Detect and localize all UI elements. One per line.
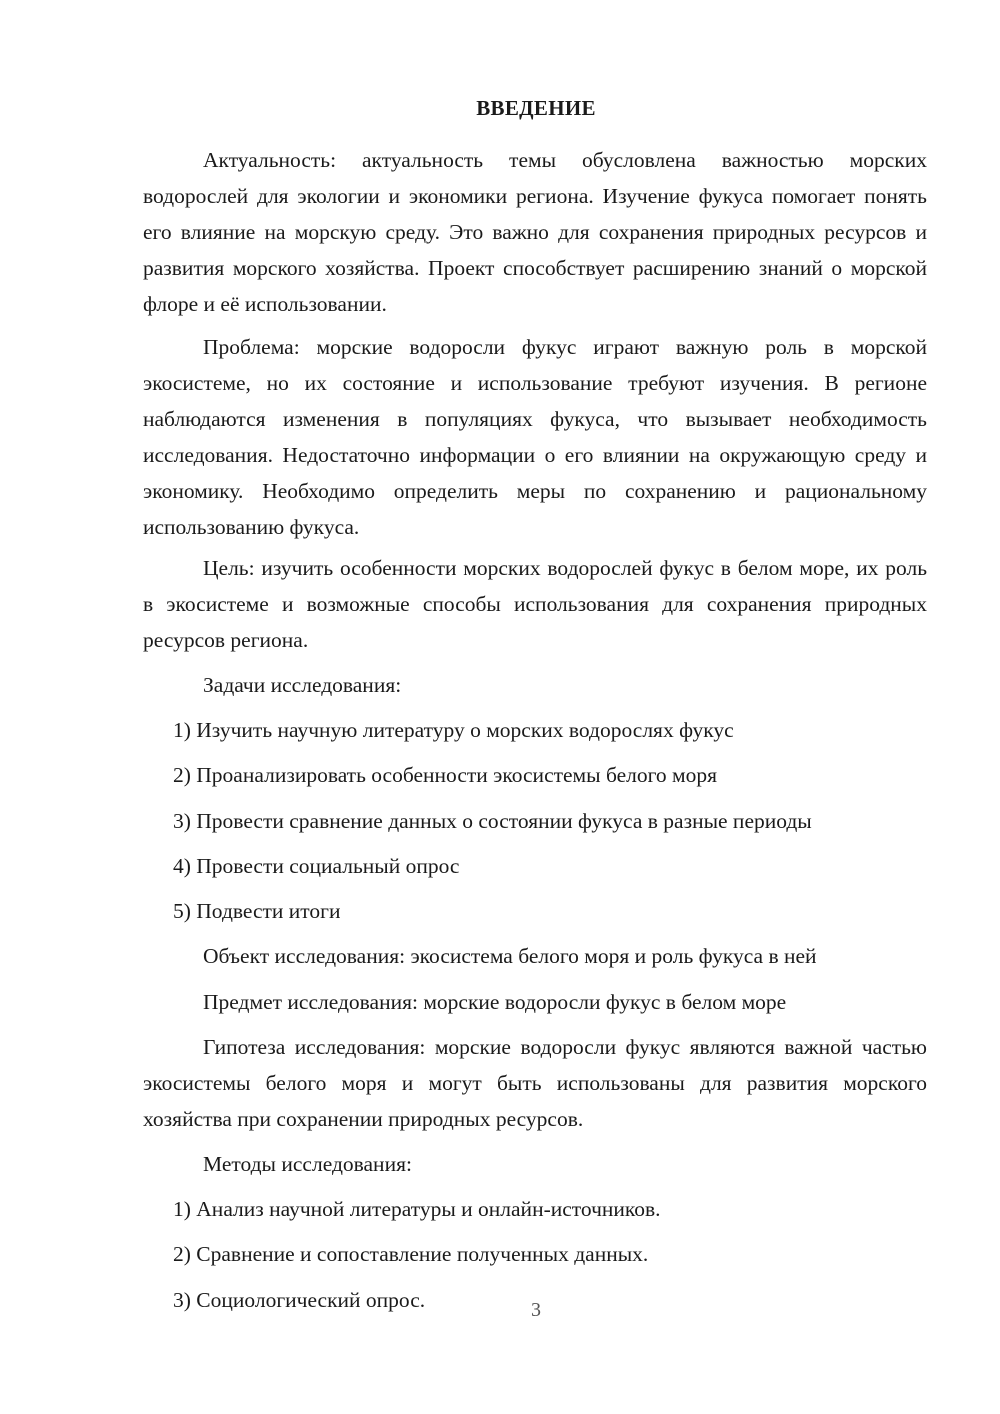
method-item-2: 2) Сравнение и сопоставление полученных данных. — [173, 1242, 649, 1266]
tasks-heading: Задачи исследования: — [203, 673, 402, 697]
research-subject: Предмет исследования: морские водоросли фукус в белом море — [203, 990, 787, 1014]
research-object: Объект исследования: экосистема белого моря и роль фукуса в ней — [203, 944, 817, 968]
task-item-5: 5) Подвести итоги — [173, 899, 341, 923]
methods-heading: Методы исследования: — [203, 1152, 412, 1176]
page-title: ВВЕДЕНИЕ — [476, 96, 596, 120]
task-item-4: 4) Провести социальный опрос — [173, 854, 460, 878]
hypothesis-paragraph: Гипотеза исследования: морские водоросли фукус являются важной частью экосистемы белого моря и могут быть использованы для развития морского хозяйства при сохранении природных ресурсов. — [143, 1035, 927, 1131]
method-item-3: 3) Социологический опрос. — [173, 1288, 426, 1312]
page-number: 3 — [531, 1299, 541, 1321]
task-item-3: 3) Провести сравнение данных о состоянии фукуса в разные периоды — [173, 809, 812, 833]
task-item-1: 1) Изучить научную литературу о морских водорослях фукус — [173, 718, 734, 742]
task-item-2: 2) Проанализировать особенности экосистемы белого моря — [173, 763, 718, 787]
method-item-1: 1) Анализ научной литературы и онлайн-источников. — [173, 1197, 661, 1221]
problem-paragraph: Проблема: морские водоросли фукус играют важную роль в морской экосистеме, но их состояние и использование требуют изучения. В регионе наблюдаются изменения в популяциях фукуса, что вызывает необходимость исследования. Недостаточно информации о его влиянии на окружающую среду и экономику. Необходимо определить меры по сохранению и рациональному использованию фукуса. — [143, 335, 927, 539]
goal-paragraph: Цель: изучить особенности морских водорослей фукус в белом море, их роль в экосистеме и возможные способы использования для сохранения природных ресурсов региона. — [143, 556, 927, 652]
relevance-paragraph: Актуальность: актуальность темы обусловлена важностью морских водорослей для экологии и экономики региона. Изучение фукуса помогает понять его влияние на морскую среду. Это важно для сохранения природных ресурсов и развития морского хозяйства. Проект способствует расширению знаний о морской флоре и её использовании. — [143, 148, 927, 316]
